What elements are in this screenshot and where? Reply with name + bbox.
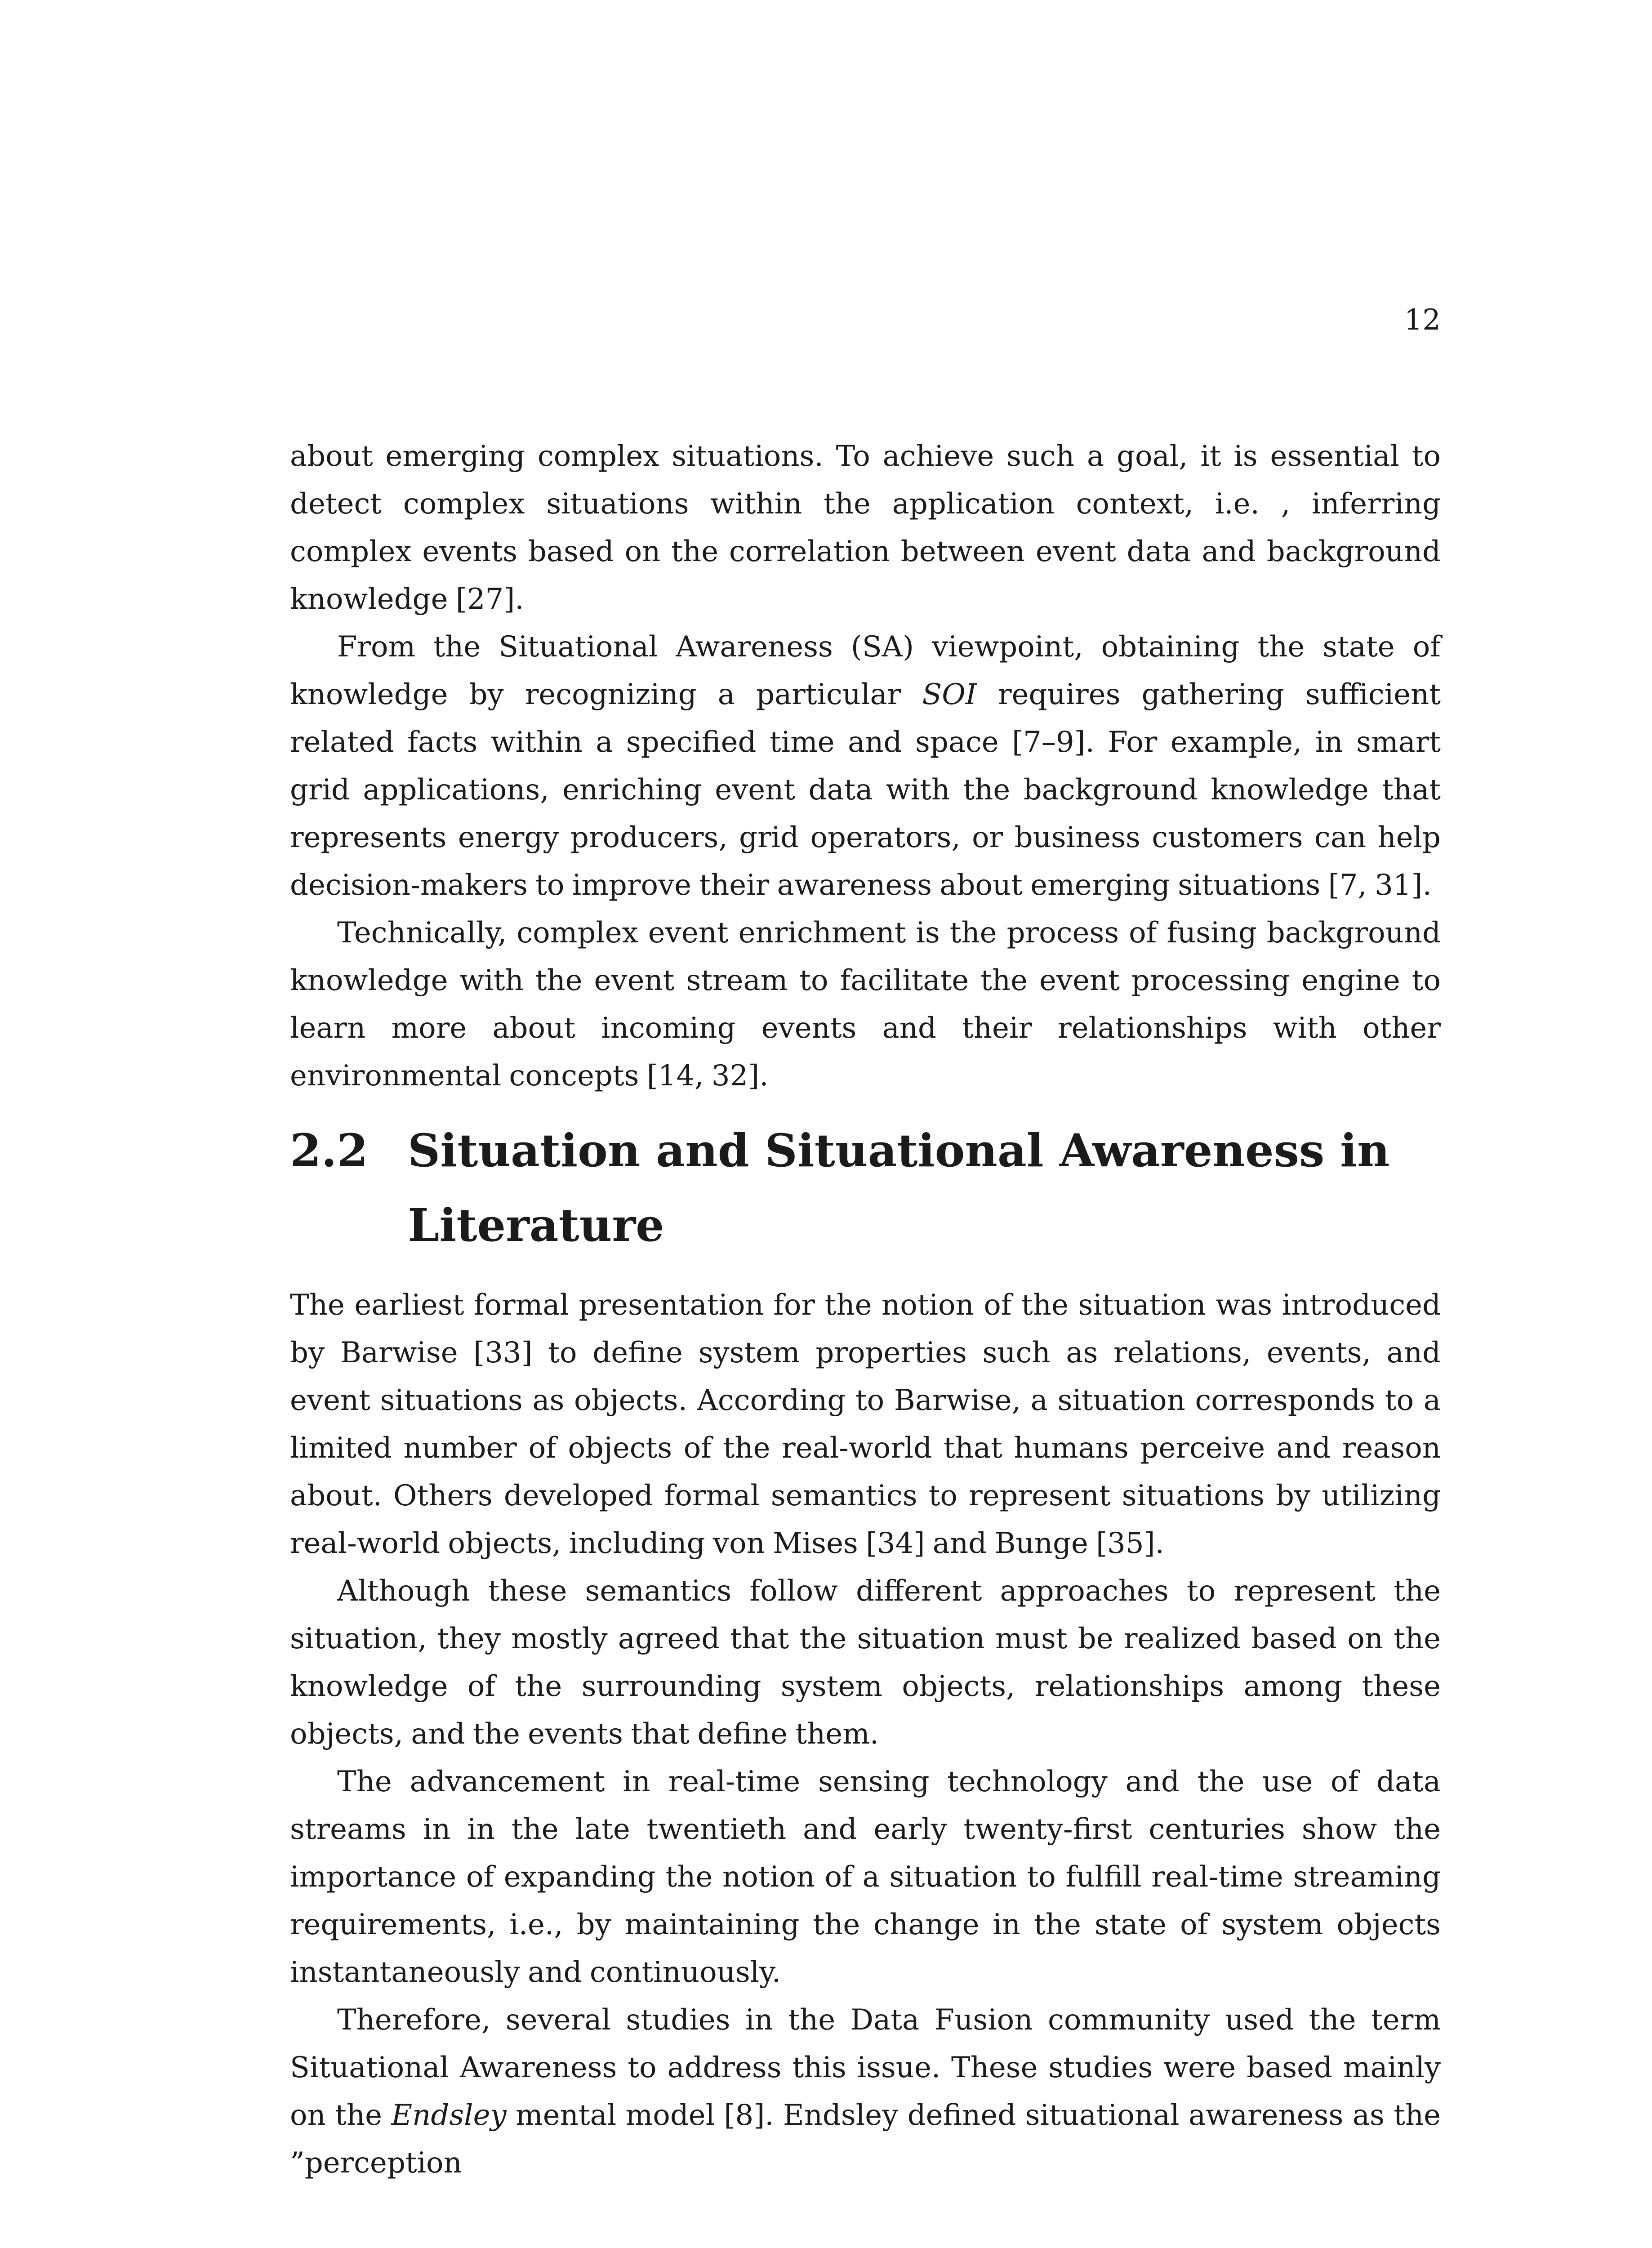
section-body: [290, 1281, 1441, 2187]
emphasis-text: SOI: [922, 678, 977, 711]
section-title: Situation and Situational Awareness in Literature: [408, 1124, 1390, 1252]
section-heading: [290, 1113, 1445, 1262]
section-number: 2.2: [290, 1124, 368, 1177]
paragraph: The advancement in real-time sensing technology and the use of data streams in in the late twentieth and early twenty-first centuries show the importance of expanding the notion of a situation to fulfill real-time streaming requirements, i.e., by maintaining the change in the state of system objects instantaneously and continuously.: [290, 1765, 1441, 1989]
paragraph: Technically, complex event enrichment is the process of fusing background knowledge with the event stream to facilitate the event processing engine to learn more about incoming events and their relationships with other environmental concepts [14, 32].: [290, 916, 1441, 1093]
paragraph: The earliest formal presentation for the notion of the situation was introduced by Barwise [33] to define system properties such as relations, events, and event situations as objects. According to Barwise, a situation corresponds to a limited number of objects of the real-world that humans perceive and reason about. Others developed formal semantics to represent situations by utilizing real-world objects, including von Mises [34] and Bunge [35].: [290, 1289, 1441, 1560]
paragraph: about emerging complex situations. To achieve such a goal, it is essential to detect complex situations within the application context, i.e. , inferring complex events based on the correlation between event data and background knowledge [27].: [290, 440, 1441, 616]
intro-text: [290, 433, 1441, 1100]
emphasis-text: Endsley: [391, 2099, 507, 2132]
paragraph-text: mental model [8]. Endsley defined situational awareness as the ”perception: [290, 2099, 1441, 2180]
paragraph: [290, 1996, 1441, 2187]
page-number: 12: [1404, 303, 1441, 337]
paragraph: Although these semantics follow different approaches to represent the situation, they mostly agreed that the situation must be realized based on the knowledge of the surrounding system objects, relationships among these objects, and the events that define them.: [290, 1574, 1441, 1751]
paragraph: [290, 623, 1441, 909]
paragraph-text: Therefore, several studies in the Data Fusion community used the term Situational Awareness to address this issue. These studies were based mainly on the: [290, 2003, 1441, 2132]
paragraph-text: From the Situational Awareness (SA) viewpoint, obtaining the state of knowledge by recognizing a particular: [290, 630, 1441, 711]
paragraph-text: requires gathering sufficient related facts within a specified time and space [7–9]. For example, in smart grid applications, enriching event data with the background knowledge that represents energy producers, grid operators, or business customers can help decision-makers to improve their awareness about emerging situations [7, 31].: [290, 678, 1441, 902]
